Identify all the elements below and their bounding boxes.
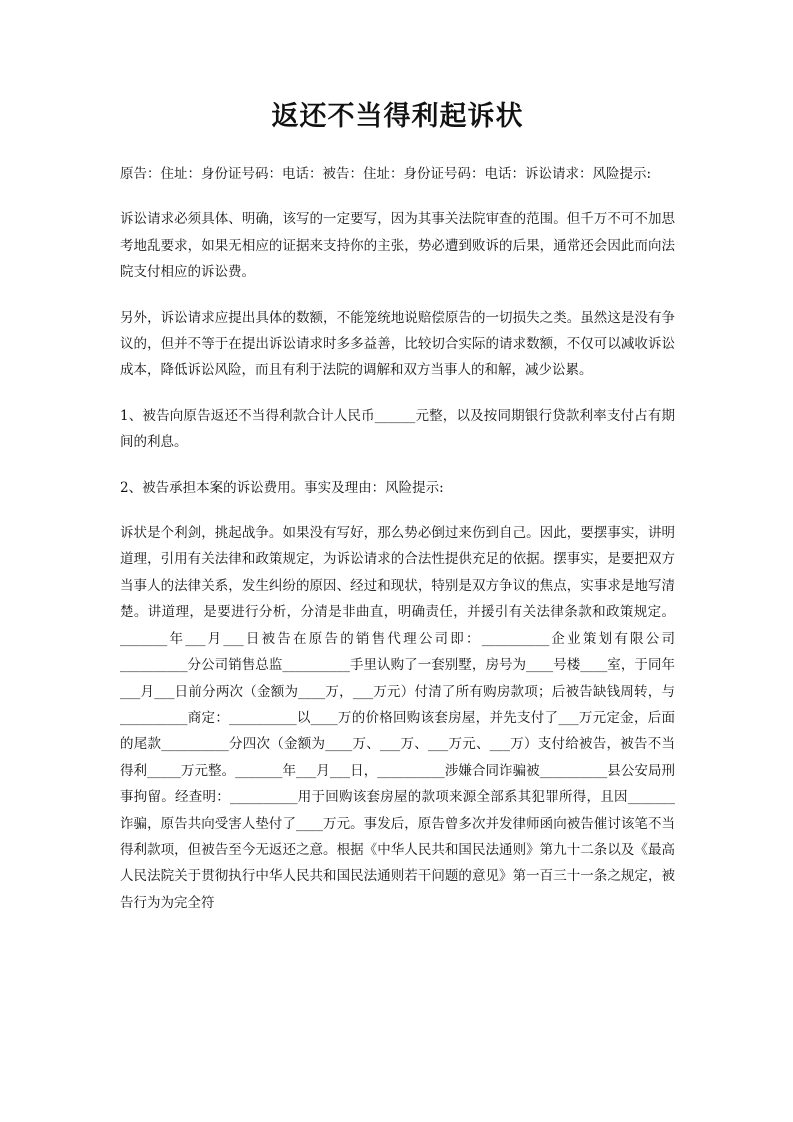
- document-page: [120, 0, 675, 1122]
- claim-item-1: 1、被告向原告返还不当得利款合计人民币______元整，以及按同期银行贷款利率支付占有期间的利息。: [120, 407, 675, 451]
- facts-and-reasons-paragraph: 诉状是个利剑，挑起战争。如果没有写好，那么势必倒过来伤到自己。因此，要摆事实，讲明道理，引用有关法律和政策规定，为诉讼请求的合法性提供充足的依据。摆事实，是要把双方当事人的法律关系，发生纠纷的原因、经过和现状，特别是双方争议的焦点，实事求是地写清楚。讲道理，是要进行分析，分清是非曲直，明确责任，并援引有关法律条款和政策规定。_______年___月___日被告在原告的销售代理公司即：__________企业策划有限公司__________分公司销售总监__________手里认购了一套别墅，房号为____号楼____室，于同年___月___日前分两次（金额为____万，___万元）付清了所有购房款项；后被告缺钱周转，与__________商定：__________以____万的价格回购该套房屋，并先支付了___万元定金，后面的尾款__________分四次（金额为____万、___万、___万元、___万）支付给被告，被告不当得利_____万元整。_______年___月___日，__________涉嫌合同诈骗被__________县公安局刑事拘留。经查明：__________用于回购该套房屋的款项来源全部系其犯罪所得，且因_______诈骗，原告共向受害人垫付了____万元。事发后，原告曾多次并发律师函向被告催讨该笔不当得利款项，但被告至今无返还之意。根据《中华人民共和国民法通则》第九十二条以及《最高人民法院关于贯彻执行中华人民共和国民法通则若干问题的意见》第一百三十一条之规定，被告行为为完全符: [120, 525, 675, 911]
- claim-amount-paragraph: 另外，诉讼请求应提出具体的数额，不能笼统地说赔偿原告的一切损失之类。虽然这是没有争议的，但并不等于在提出诉讼请求时多多益善，比较切合实际的请求数额，不仅可以减收诉讼成本，降低诉讼风险，而且有利于法院的调解和双方当事人的和解，减少讼累。: [120, 309, 675, 379]
- parties-paragraph: 原告：住址：身份证号码：电话：被告：住址：身份证号码：电话：诉讼请求：风险提示:: [120, 166, 652, 182]
- claim-item-2: 2、被告承担本案的诉讼费用。事实及理由：风险提示:: [120, 479, 444, 496]
- claim-notice-paragraph: 诉讼请求必须具体、明确，该写的一定要写，因为其事关法院审查的范围。但千万不可不加思考地乱要求，如果无相应的证据来支持你的主张，势必遭到败诉的后果，通常还会因此而向法院支付相应的诉讼费。: [120, 211, 675, 281]
- document-title: 返还不当得利起诉状: [271, 101, 524, 132]
